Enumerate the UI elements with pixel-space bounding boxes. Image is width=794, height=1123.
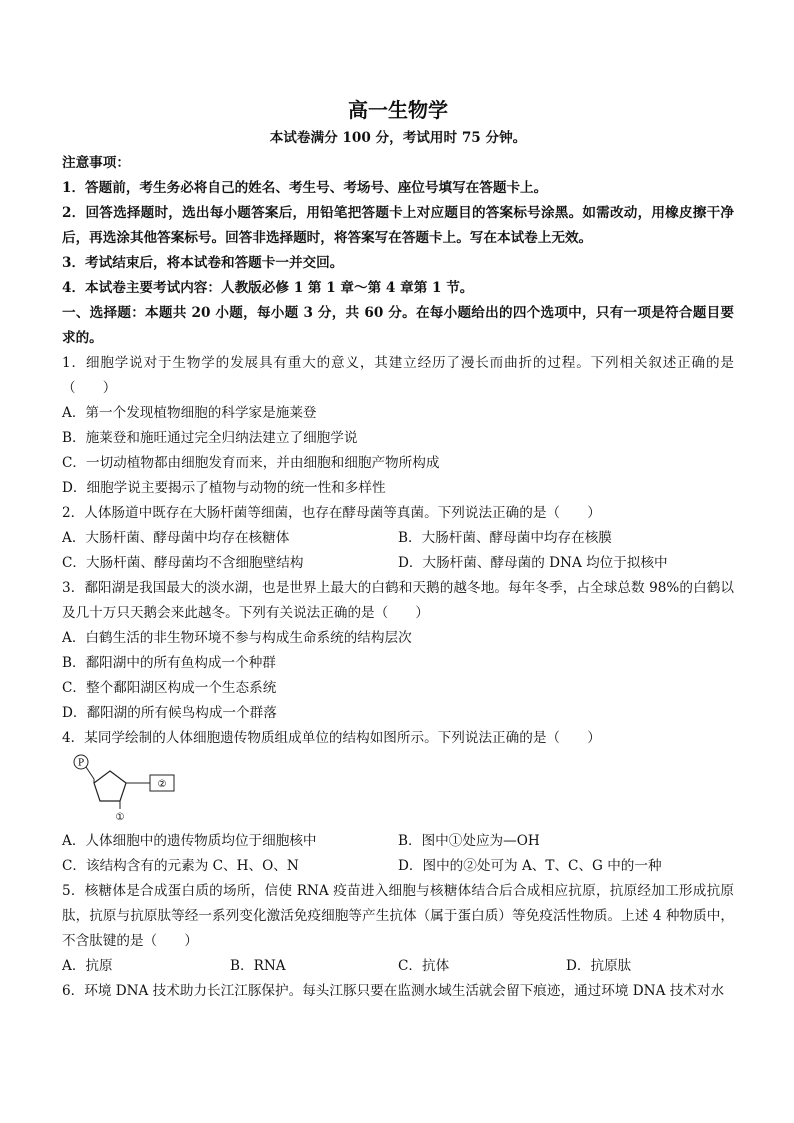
question-5-options-row	[62, 954, 734, 979]
nucleotide-diagram	[62, 753, 734, 823]
question-1-option-d: D．细胞学说主要揭示了植物与动物的统一性和多样性	[62, 480, 386, 496]
question-4-option-a: A．人体细胞中的遗传物质均位于细胞核中	[62, 833, 317, 849]
question-3-stem: 3．鄱阳湖是我国最大的淡水湖，也是世界上最大的白鹤和天鹅的越冬地。每年冬季，占全球总数 98%的白鹤以及几十万只天鹅会来此越冬。下列有关说法正确的是（ ）	[62, 580, 734, 621]
question-1-option-a: A．第一个发现植物细胞的科学家是施莱登	[62, 405, 317, 421]
question-4-options-row-2	[62, 854, 734, 879]
notice-item-2: 2．回答选择题时，选出每小题答案后，用铅笔把答题卡上对应题目的答案标号涂黑。如需改动，用橡皮擦干净后，再选涂其他答案标号。回答非选择题时，将答案写在答题卡上。写在本试卷上无效。	[62, 205, 734, 246]
question-4-option-b: B．图中①处应为—OH	[398, 833, 540, 849]
phosphate-label: P	[77, 758, 85, 769]
position-1-label: ①	[115, 812, 125, 823]
question-1-option-b: B．施莱登和施旺通过完全归纳法建立了细胞学说	[62, 430, 358, 446]
phosphate-bond	[86, 767, 94, 779]
question-1-option-c: C．一切动植物都由细胞发育而来，并由细胞和细胞产物所构成	[62, 455, 440, 471]
question-6-stem: 6．环境 DNA 技术助力长江江豚保护。每头江豚只要在监测水域生活就会留下痕迹，通过环境 DNA 技术对水	[62, 983, 725, 999]
nucleotide-structure-svg	[72, 753, 182, 823]
question-5-option-b: B．RNA	[230, 958, 286, 974]
question-5-stem: 5．核糖体是合成蛋白质的场所，信使 RNA 疫苗进入细胞与核糖体结合后合成相应抗原，抗原经加工形成抗原肽，抗原与抗原肽等经一系列变化激活免疫细胞等产生抗体（属于蛋白质）等免疫活性物质。上述 4 种物质中，不含肽键的是（ ）	[62, 883, 734, 949]
question-5-option-a: A．抗原	[62, 958, 113, 974]
exam-subtitle: 本试卷满分 100 分，考试用时 75 分钟。	[269, 130, 527, 146]
question-5-option-c: C．抗体	[398, 958, 450, 974]
question-3-option-c: C．整个鄱阳湖区构成一个生态系统	[62, 680, 277, 696]
notice-heading: 注意事项：	[62, 155, 130, 171]
question-2-option-c: C．大肠杆菌、酵母菌均不含细胞壁结构	[62, 555, 304, 571]
question-4-stem: 4．某同学绘制的人体细胞遗传物质组成单位的结构如图所示。下列说法正确的是（ ）	[62, 730, 601, 746]
page-title: 高一生物学	[348, 98, 448, 122]
notice-item-4: 4．本试卷主要考试内容：人教版必修 1 第 1 章～第 4 章第 1 节。	[62, 280, 474, 296]
notice-item-1: 1．答题前，考生务必将自己的姓名、考生号、考场号、座位号填写在答题卡上。	[62, 180, 548, 196]
base-label: ②	[157, 779, 167, 790]
question-5-option-d: D．抗原肽	[566, 958, 632, 974]
question-2-option-b: B．大肠杆菌、酵母菌中均存在核膜	[398, 530, 612, 546]
question-2-option-d: D．大肠杆菌、酵母菌的 DNA 均位于拟核中	[398, 555, 668, 571]
question-2-option-a: A．大肠杆菌、酵母菌中均存在核糖体	[62, 530, 290, 546]
question-1-stem: 1．细胞学说对于生物学的发展具有重大的意义，其建立经历了漫长而曲折的过程。下列相关叙述正确的是（ ）	[62, 355, 734, 396]
question-3-option-b: B．鄱阳湖中的所有鱼构成一个种群	[62, 655, 276, 671]
question-2-options-row-1	[62, 526, 734, 551]
question-4-option-d: D．图中的②处可为 A、T、C、G 中的一种	[398, 858, 662, 874]
exam-page	[62, 96, 734, 1004]
question-2-stem: 2．人体肠道中既存在大肠杆菌等细菌，也存在酵母菌等真菌。下列说法正确的是（ ）	[62, 505, 601, 521]
notice-item-3: 3．考试结束后，将本试卷和答题卡一并交回。	[62, 255, 344, 271]
question-3-option-a: A．白鹤生活的非生物环境不参与构成生命系统的结构层次	[62, 630, 412, 646]
question-4-option-c: C．该结构含有的元素为 C、H、O、N	[62, 858, 299, 874]
section-heading: 一、选择题：本题共 20 小题，每小题 3 分，共 60 分。在每小题给出的四个选项中，只有一项是符合题目要求的。	[62, 305, 734, 346]
sugar-pentagon	[94, 771, 126, 801]
question-2-options-row-2	[62, 551, 734, 576]
question-3-option-d: D．鄱阳湖的所有候鸟构成一个群落	[62, 705, 277, 721]
question-4-options-row-1	[62, 829, 734, 854]
